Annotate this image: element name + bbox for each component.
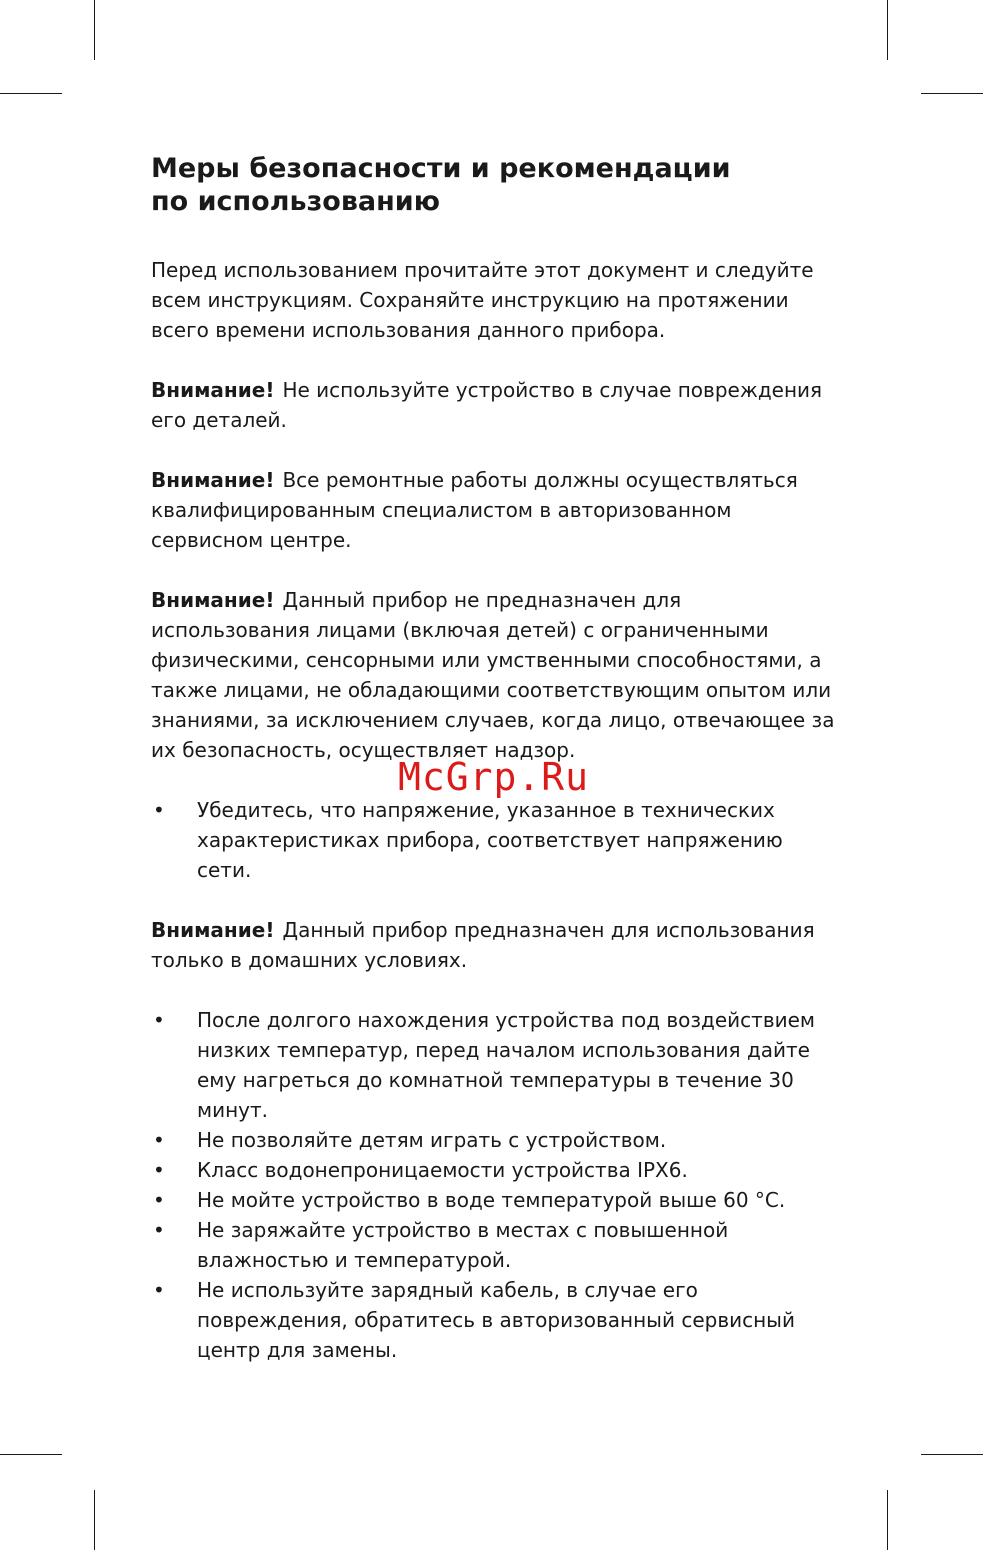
list-item [151,1215,841,1275]
warning-label: Внимание! [151,588,275,612]
title-line-1: Меры безопасности и рекомендации [151,153,731,184]
warning-text: Данный прибор не предназначен для использования лицами (включая детей) с ограниченными физическими, сенсорными или умственными способностями, а также лицами, не обладающими соответствующим опытом или знаниями, за исключением случаев, когда лицо, отвечающее за их безопасность, осуществляет надзор. [151,588,835,762]
bullet-icon: • [153,1188,165,1212]
warning-text: Все ремонтные работы должны осуществляться квалифицированным специалистом в авторизованном сервисном центре. [151,468,798,552]
list-item-text: Не заряжайте устройство в местах с повышенной влажностью и температурой. [197,1218,729,1272]
bullet-icon: • [153,1278,165,1302]
warning-label: Внимание! [151,378,275,402]
list-item [151,1275,841,1365]
warning-paragraph [151,375,841,435]
warning-label: Внимание! [151,918,275,942]
list-item [151,1005,841,1125]
crop-mark-left-top [0,93,62,94]
list-item [151,1185,841,1215]
bullet-icon: • [153,1218,165,1242]
warning-text: Данный прибор предназначен для использования только в домашних условиях. [151,918,815,972]
crop-mark-top-right [887,0,888,60]
list-item-text: Не позволяйте детям играть с устройством. [197,1128,667,1152]
list-item [151,1155,841,1185]
bullet-list [151,795,841,885]
page-title [151,152,841,218]
list-item-text: После долгого нахождения устройства под воздействием низких температур, перед началом использования дайте ему нагреться до комнатной температуры в течение 30 минут. [197,1008,815,1122]
crop-mark-right-bottom [921,1454,983,1455]
warning-text: Не используйте устройство в случае повреждения его деталей. [151,378,823,432]
crop-mark-left-bottom [0,1454,62,1455]
warning-label: Внимание! [151,468,275,492]
bullet-icon: • [153,798,165,822]
crop-mark-bottom-left [94,1490,95,1550]
warning-paragraph [151,915,841,975]
list-item-text: Убедитесь, что напряжение, указанное в технических характеристиках прибора, соответствует напряжению сети. [197,798,783,882]
bullet-icon: • [153,1008,165,1032]
list-item [151,795,841,885]
bullet-icon: • [153,1158,165,1182]
title-line-2: по использованию [151,186,440,217]
list-item-text: Класс водонепроницаемости устройства IPX6. [197,1158,688,1182]
list-item-text: Не мойте устройство в воде температурой выше 60 °С. [197,1188,786,1212]
watermark: McGrp.Ru [398,755,590,799]
warning-paragraph [151,585,841,765]
warning-paragraph [151,465,841,555]
intro-paragraph: Перед использованием прочитайте этот документ и следуйте всем инструкциям. Сохраняйте инструкцию на протяжении всего времени использования данного прибора. [151,258,814,342]
crop-mark-bottom-right [887,1490,888,1550]
crop-mark-top-left [94,0,95,60]
crop-mark-right-top [921,93,983,94]
bullet-list [151,1005,841,1365]
list-item [151,1125,841,1155]
list-item-text: Не используйте зарядный кабель, в случае его повреждения, обратитесь в авторизованный сервисный центр для замены. [197,1278,795,1362]
bullet-icon: • [153,1128,165,1152]
